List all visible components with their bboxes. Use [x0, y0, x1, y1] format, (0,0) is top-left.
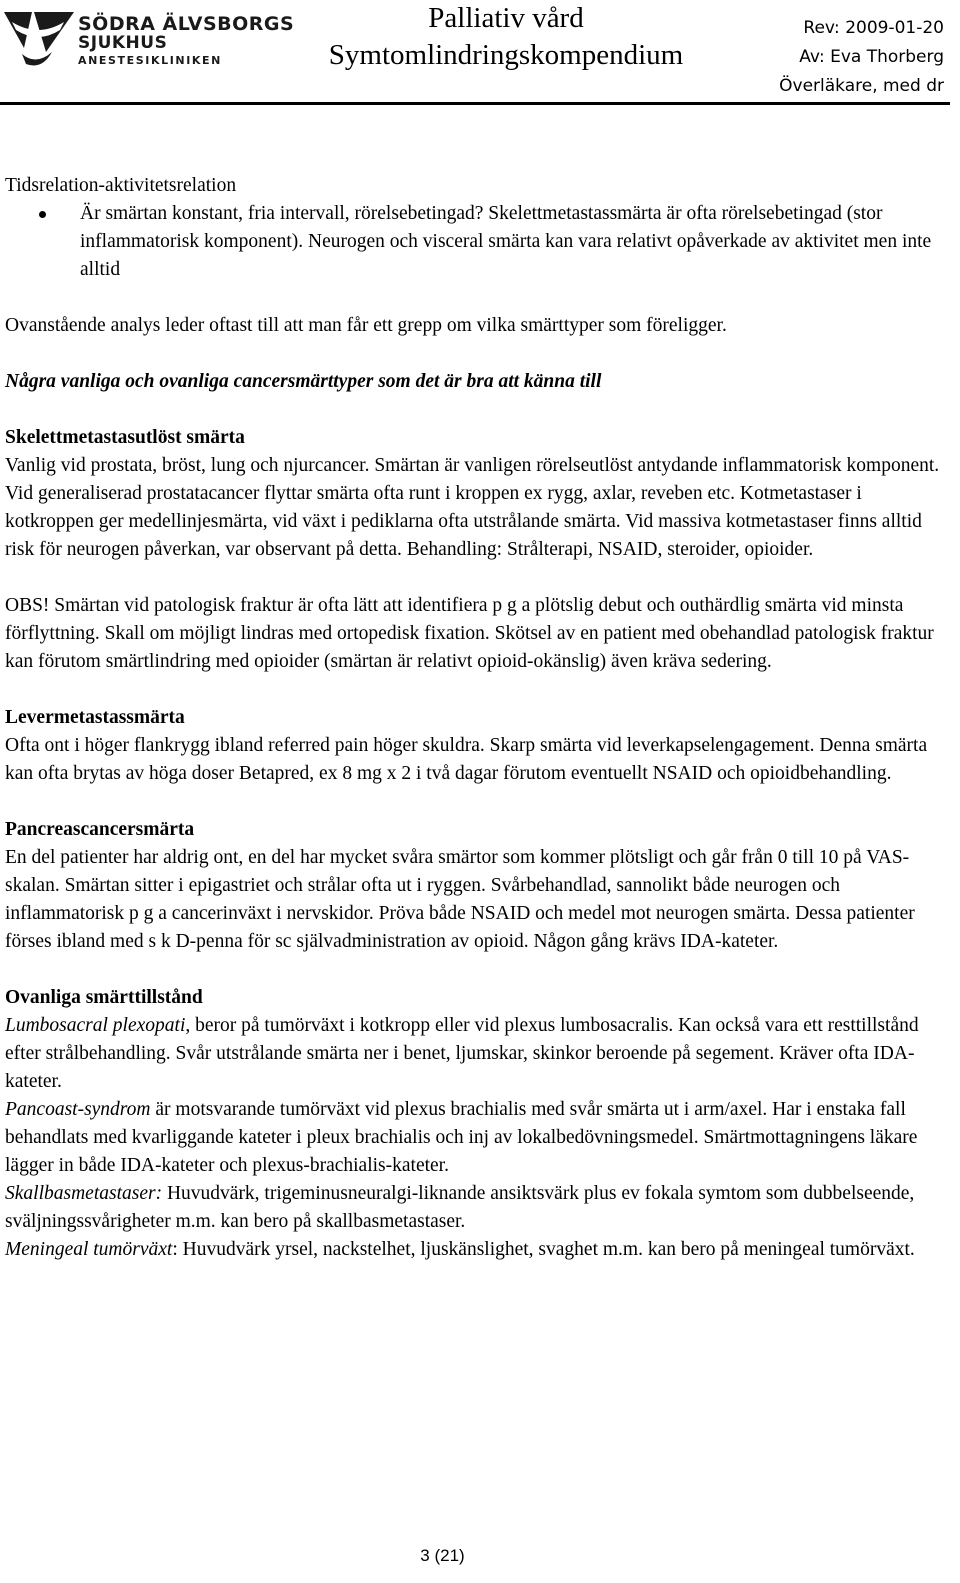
analysis-paragraph: Ovanstående analys leder oftast till att man får ett grepp om vilka smärttyper som föreligger. — [5, 315, 727, 336]
cancer-types-heading: Några vanliga och ovanliga cancersmärttyper som det är bra att känna till — [5, 371, 602, 392]
skallbas-text: Huvudvärk, trigeminusneuralgi-liknande ansiktsvärk plus ev fokala symtom som dubbelseende, sväljningssvårigheter m.m. kan bero på skallbasmetastaser. — [5, 1183, 915, 1232]
author-role: Överläkare, med dr — [779, 76, 944, 96]
document-title — [296, 0, 716, 74]
pancreas-paragraph: En del patienter har aldrig ont, en del har mycket svåra smärtor som kommer plötsligt och går från 0 till 10 på VAS-skalan. Smärtan sitter i epigastriet och strålar ofta ut i ryggen. Svårbehandlad, sannolikt både neurogen och inflammatorisk p g a cancerinväxt i nervskidor. Pröva både NSAID och medel mot neurogen smärta. Dessa patienter förses ibland med s k D-penna för sc självadministration av opioid. Någon gång krävs IDA-kateter. — [5, 847, 915, 952]
logo-line-2: SJUKHUS — [78, 33, 168, 53]
logo-line-3: ANESTESIKLINIKEN — [78, 54, 222, 67]
lumbosacral-paragraph — [5, 1012, 955, 1096]
page-number: 3 (21) — [420, 1546, 465, 1565]
lumbosacral-term: Lumbosacral plexopati — [5, 1015, 186, 1036]
pancoast-term: Pancoast-syndrom — [5, 1099, 151, 1120]
list-item: Är smärtan konstant, fria intervall, rörelsebetingad? Skelettmetastassmärta är ofta rörelsebetingad (stor inflammatorisk komponent). Neurogen och visceral smärta kan vara relativt opåverkade av aktivitet men inte alltid — [5, 200, 955, 284]
skelett-paragraph: Vanlig vid prostata, bröst, lung och njurcancer. Smärtan är vanligen rörelseutlöst antydande inflammatorisk komponent. Vid generaliserad prostatacancer flyttar smärta ofta runt i kroppen ex rygg, axlar, reveben etc. Kotmetastaser i kotkroppen ger medellinjesmärta, vid växt i pediklarna ofta utstrålande smärta. Vid massiva kotmetastaser finns alltid risk för neurogen påverkan, var observant på detta. Behandling: Strålterapi, NSAID, steroider, opioider. — [5, 455, 940, 560]
header-divider — [0, 102, 950, 105]
author-name: Av: Eva Thorberg — [799, 47, 944, 67]
meningeal-paragraph — [5, 1236, 955, 1264]
page-header — [0, 0, 960, 108]
tidsrelation-list — [5, 200, 955, 284]
document-meta — [779, 14, 944, 101]
revision-date: Rev: 2009-01-20 — [803, 18, 944, 38]
lumbosacral-text: , beror på tumörväxt i kotkropp eller vid plexus lumbosacralis. Kan också vara ett resttillstånd efter strålbehandling. Svår utstrålande smärta ner i benet, ljumskar, skinkor beroende på segement. Kräver ofta IDA-kateter. — [5, 1015, 919, 1092]
pancoast-text: är motsvarande tumörväxt vid plexus brachialis med svår smärta ut i arm/axel. Har i enstaka fall behandlats med kvarliggande kateter i pleux brachialis och inj av lokalbedövningsmedel. Smärtmottagningens läkare lägger in både IDA-kateter och plexus-brachialis-kateter. — [5, 1099, 918, 1176]
logo-line-1: SÖDRA ÄLVSBORGS — [78, 13, 295, 35]
skelett-heading: Skelettmetastasutlöst smärta — [5, 427, 245, 448]
title-line-2: Symtomlindringskompendium — [328, 39, 684, 71]
pancoast-paragraph — [5, 1096, 955, 1180]
hospital-logo — [2, 6, 295, 72]
tidsrelation-heading: Tidsrelation-aktivitetsrelation — [5, 175, 237, 196]
skallbas-paragraph — [5, 1180, 955, 1236]
ovanliga-heading: Ovanliga smärttillstånd — [5, 987, 203, 1008]
meningeal-term: Meningeal tumörväxt — [5, 1239, 173, 1260]
lever-paragraph: Ofta ont i höger flankrygg ibland referred pain höger skuldra. Skarp smärta vid leverkapselengagement. Denna smärta kan ofta brytas av höga doser Betapred, ex 8 mg x 2 i två dagar förutom eventuellt NSAID och opioidbehandling. — [5, 735, 928, 784]
skallbas-term: Skallbasmetastaser: — [5, 1183, 163, 1204]
obs-paragraph: OBS! Smärtan vid patologisk fraktur är ofta lätt att identifiera p g a plötslig debut och outhärdlig smärta vid minsta förflyttning. Skall om möjligt lindras med ortopedisk fixation. Skötsel av en patient med obehandlad patologisk fraktur kan förutom smärtlindring med opioider (smärtan är relativt opioid-okänslig) även kräva sedering. — [5, 595, 934, 672]
document-body — [5, 172, 955, 1264]
meningeal-text: : Huvudvärk yrsel, nackstelhet, ljuskänslighet, svaghet m.m. kan bero på meningeal tumörväxt. — [172, 1239, 915, 1260]
lever-heading: Levermetastassmärta — [5, 707, 185, 728]
pancreas-heading: Pancreascancersmärta — [5, 819, 195, 840]
title-line-1: Palliativ vård — [428, 2, 584, 34]
hospital-logo-emblem-icon — [2, 8, 76, 70]
